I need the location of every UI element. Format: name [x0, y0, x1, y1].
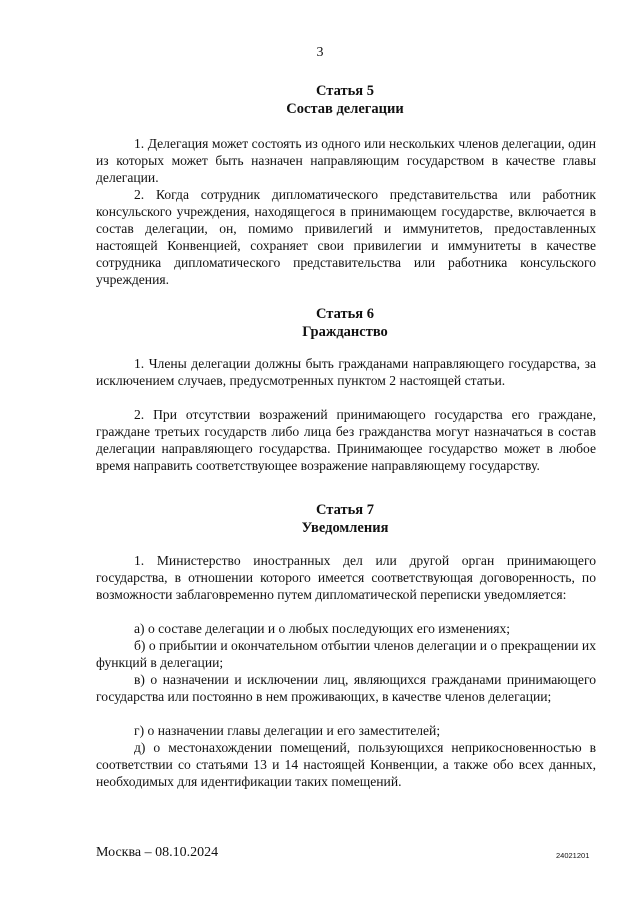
article-5-heading: [0, 82, 640, 118]
paragraph: 2. При отсутствии возражений принимающего государства его граждане, граждане третьих государств либо лица без гражданства могут назначаться в состав делегации направляющего государства. Принимающее государство может в любое время направить соответствующее возражение направляющему государству.: [96, 407, 596, 473]
article-subtitle: Уведомления: [301, 520, 389, 536]
list-item: б) о прибытии и окончательном отбытии членов делегации и о прекращении их функций в делегации;: [96, 638, 596, 670]
paragraph: 1. Делегация может состоять из одного или нескольких членов делегации, один из которых может быть назначен направляющим государством в качестве главы делегации.: [96, 136, 596, 185]
article-7-heading: [0, 501, 640, 537]
paragraph: 2. Когда сотрудник дипломатического представительства или работник консульского учреждения, находящегося в принимающем государстве, включается в состав делегации, он, помимо привилегий и иммунитетов, предоставленных настоящей Конвенцией, сохраняет свои привилегии и иммунитеты в качестве сотрудника дипломатического представительства или работника консульского учреждения.: [96, 187, 596, 287]
paragraph: 1. Члены делегации должны быть гражданами направляющего государства, за исключением случаев, предусмотренных пунктом 2 настоящей статьи.: [96, 356, 596, 388]
list-item: в) о назначении и исключении лиц, являющихся гражданами принимающего государства или постоянно в нем проживающих, в качестве членов делегации;: [96, 672, 596, 704]
article-subtitle: Гражданство: [302, 324, 388, 340]
footer-document-code: 24021201: [556, 851, 590, 860]
article-6-heading: [0, 305, 640, 341]
paragraph: 1. Министерство иностранных дел или другой орган принимающего государства, в отношении которого имеется соответствующая договоренность, по возможности заблаговременно путем дипломатической переписки уведомляется:: [96, 553, 596, 602]
article-subtitle: Состав делегации: [286, 101, 404, 117]
article-title: Статья 6: [316, 306, 374, 322]
list-item: г) о назначении главы делегации и его заместителей;: [134, 723, 441, 738]
article-title: Статья 7: [316, 502, 374, 518]
article-title: Статья 5: [316, 83, 374, 99]
footer-city-date: Москва – 08.10.2024: [96, 845, 219, 860]
list-item: д) о местонахождении помещений, пользующихся неприкосновенностью в соответствии со статьями 13 и 14 настоящей Конвенции, а также обо всех данных, необходимых для идентификации таких помещений.: [96, 740, 596, 789]
page-number: 3: [316, 45, 324, 60]
list-item: а) о составе делегации и о любых последующих его изменениях;: [134, 621, 511, 636]
